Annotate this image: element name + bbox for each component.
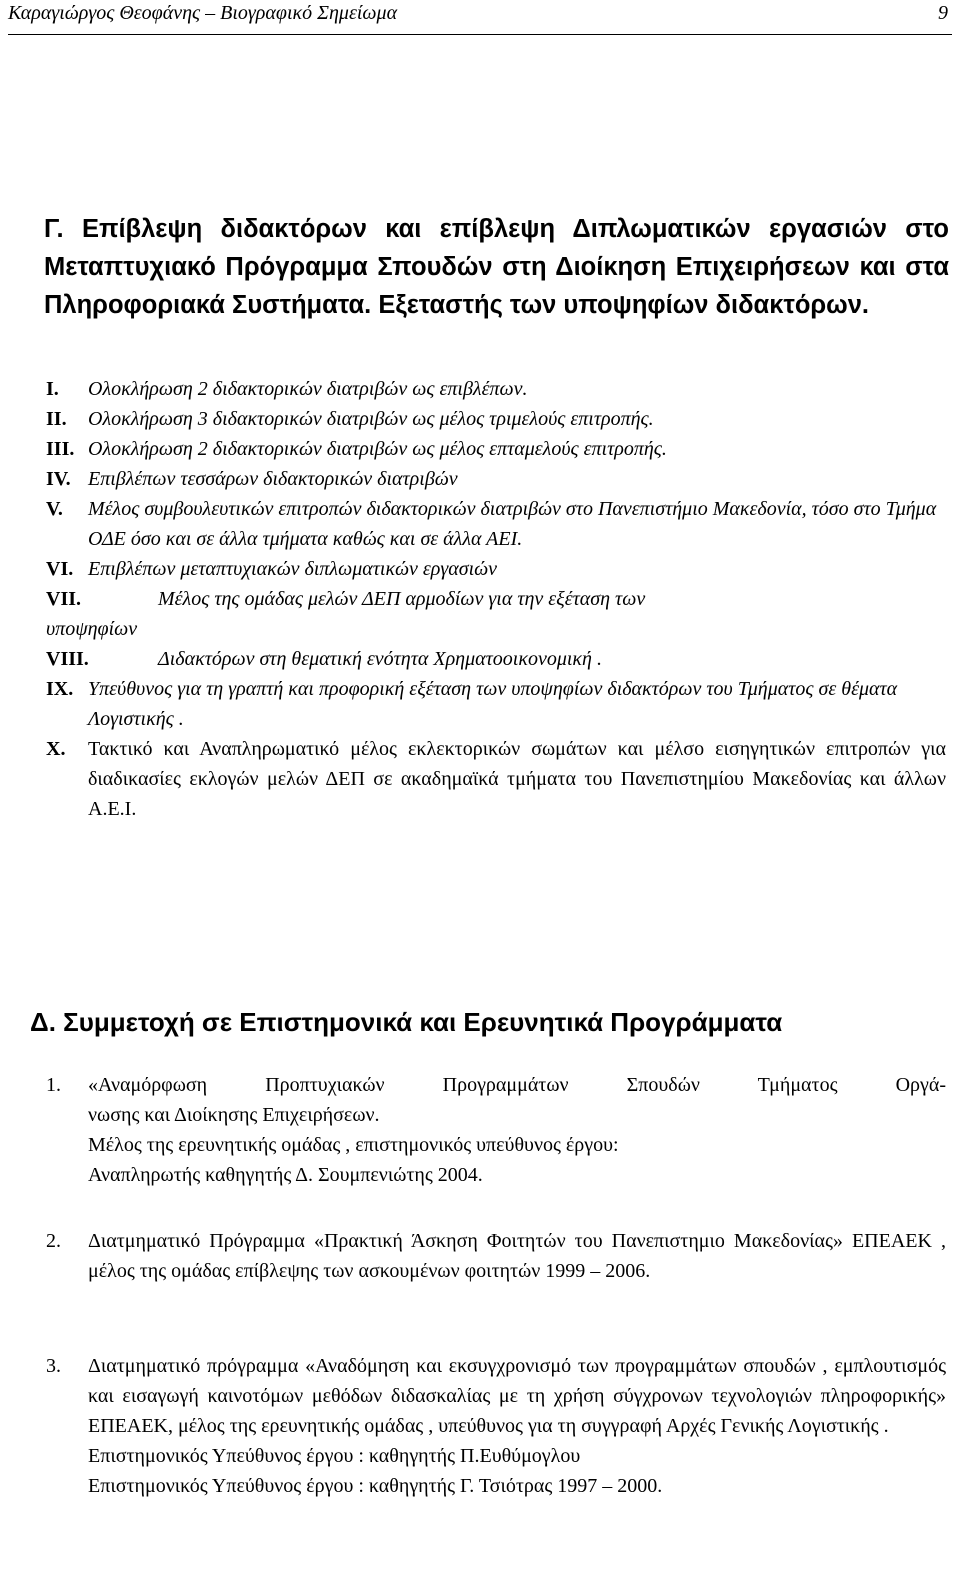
page-number: 9: [938, 2, 948, 24]
list-item: [46, 494, 946, 554]
list-item-text: Επιβλέπων μεταπτυχιακών διπλωματικών εργασιών: [88, 558, 497, 580]
list-item-text-continuation: υποψηφίων: [46, 618, 138, 640]
list-item: [46, 584, 946, 644]
list-item: [46, 1226, 946, 1286]
list-item-text: Ολοκλήρωση 2 διδακτορικών διατριβών ως μέλος επταμελούς επιτροπής.: [88, 438, 667, 460]
list-item-text: Υπεύθυνος για τη γραπτή και προφορική εξέταση των υποψηφίων διδακτόρων του Τμήματος σε θέματα Λογιστικής .: [88, 678, 898, 730]
list-item-number: II.: [46, 408, 67, 430]
header-title: Καραγιώργος Θεοφάνης – Βιογραφικό Σημείωμα: [8, 2, 398, 24]
list-item-number: III.: [46, 438, 75, 460]
list-item: [46, 644, 946, 674]
list-item-line: Αναπληρωτής καθηγητής Δ. Σουμπενιώτης 2004.: [88, 1164, 483, 1186]
list-item-text: Διατμηματικό πρόγραμμα «Αναδόμηση και εκσυγχρονισμό των προγραμμάτων σπουδών , εμπλουτισμός και εισαγωγή καινοτόμων μεθόδων διδασκαλίας με τη χρήση σύγχρονων τεχνολογιών πληροφορικής» ΕΠΕΑΕΚ, μέλος της ερευνητικής ομάδας , υπεύθυνος για τη συγγραφή Αρχές Γενικής Λογιστικής .: [88, 1355, 946, 1437]
list-item-number: V.: [46, 498, 63, 520]
list-item: [46, 734, 946, 824]
section-d-title: Δ. Συμμετοχή σε Επιστημονικά και Ερευνητικά Προγράμματα: [30, 1007, 783, 1037]
list-item-number: VIII.: [46, 648, 89, 670]
list-item-text: Τακτικό και Αναπληρωματικό μέλος εκλεκτορικών σωμάτων και μέλσο εισηγητικών επιτροπών για διαδικασίες εκλογών μελών ΔΕΠ σε ακαδημαϊκά τμήματα του Πανεπιστημίου Μακεδονίας και άλλων Α.Ε.Ι.: [88, 738, 946, 820]
section-g-title: Γ. Επίβλεψη διδακτόρων και επίβλεψη Διπλωματικών εργασιών στο Μεταπτυχιακό Πρόγραμμα Σπουδών στη Διοίκηση Επιχειρήσεων και στα Πληροφοριακά Συστήματα. Εξεταστής των υποψηφίων διδακτόρων.: [44, 215, 949, 319]
list-item-number: X.: [46, 738, 66, 760]
list-item: [46, 674, 946, 734]
list-item-line: «Αναμόρφωση Προπτυχιακών Προγραμμάτων Σπουδών Τμήματος Οργά-: [88, 1074, 946, 1096]
list-item-line: Μέλος της ερευνητικής ομάδας , επιστημονικός υπεύθυνος έργου:: [88, 1134, 619, 1156]
list-item-text: Ολοκλήρωση 3 διδακτορικών διατριβών ως μέλος τριμελούς επιτροπής.: [88, 408, 654, 430]
list-item: [46, 554, 946, 584]
list-item-line: Επιστημονικός Υπεύθυνος έργου : καθηγητής Π.Ευθύμογλου: [88, 1445, 581, 1467]
list-item-number: IV.: [46, 468, 71, 490]
list-item: [46, 374, 946, 404]
list-item-text: Διατμηματικό Πρόγραμμα «Πρακτική Άσκηση Φοιτητών του Πανεπιστημιο Μακεδονίας» ΕΠΕΑΕΚ , μέλος της ομάδας επίβλεψης των ασκουμένων φοιτητών 1999 – 2006.: [88, 1230, 946, 1282]
list-item-line: νωσης και Διοίκησης Επιχειρήσεων.: [88, 1104, 380, 1126]
list-item-number: I.: [46, 378, 59, 400]
list-item: [46, 404, 946, 434]
list-item-number: 2.: [46, 1230, 61, 1252]
list-item: [46, 434, 946, 464]
list-item-text: Επιβλέπων τεσσάρων διδακτορικών διατριβών: [88, 468, 458, 490]
list-item-text: [46, 1070, 946, 1190]
supervision-list: [46, 374, 946, 824]
list-item: [46, 1351, 946, 1501]
page-header: [8, 0, 952, 35]
list-item-number: 3.: [46, 1355, 61, 1377]
list-item-text: Μέλος της ομάδας μελών ΔΕΠ αρμοδίων για την εξέταση των: [158, 588, 646, 610]
list-item-text: Διδακτόρων στη θεματική ενότητα Χρηματοοικονομική .: [158, 648, 602, 670]
list-item-number: 1.: [46, 1074, 61, 1096]
list-item-number: VI.: [46, 558, 74, 580]
list-item-line: Επιστημονικός Υπεύθυνος έργου : καθηγητής Γ. Τσιότρας 1997 – 2000.: [88, 1475, 663, 1497]
list-item-number: VII.: [46, 588, 82, 610]
list-item: [46, 1070, 946, 1190]
list-item-number: IX.: [46, 678, 74, 700]
projects-list: [46, 1226, 946, 1286]
list-item-text: Ολοκλήρωση 2 διδακτορικών διατριβών ως επιβλέπων.: [88, 378, 528, 400]
list-item: [46, 464, 946, 494]
list-item-text: Μέλος συμβουλευτικών επιτροπών διδακτορικών διατριβών στο Πανεπιστήμιο Μακεδονία, τόσο στο Τμήμα ΟΔΕ όσο και σε άλλα τμήματα καθώς και σε άλλα ΑΕΙ.: [88, 498, 937, 550]
projects-list: [46, 1351, 946, 1501]
projects-list: [46, 1070, 946, 1190]
